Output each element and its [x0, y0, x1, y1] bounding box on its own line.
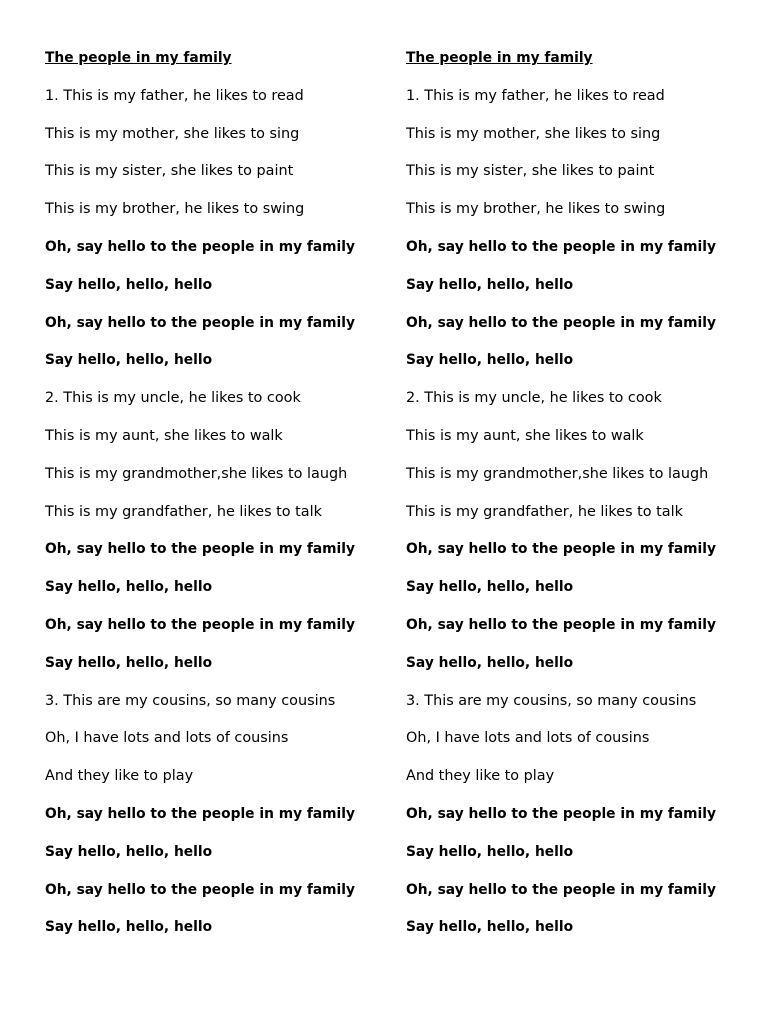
chorus-line: Oh, say hello to the people in my family: [406, 314, 717, 331]
lyric-line: 2. This is my uncle, he likes to cook: [45, 390, 301, 407]
chorus-line: Say hello, hello, hello: [406, 579, 574, 596]
lyric-line: This is my sister, she likes to paint: [45, 163, 294, 180]
chorus-line: Say hello, hello, hello: [45, 919, 213, 936]
chorus-line: Say hello, hello, hello: [406, 276, 574, 293]
lyric-line: This is my brother, he likes to swing: [45, 201, 305, 218]
lyric-line: This is my aunt, she likes to walk: [406, 427, 644, 444]
chorus-line: Say hello, hello, hello: [406, 919, 574, 936]
chorus-line: Say hello, hello, hello: [45, 352, 213, 369]
lyric-line: This is my aunt, she likes to walk: [45, 427, 283, 444]
lyric-line: This is my grandmother,she likes to laugh: [406, 465, 709, 482]
lyric-line: This is my grandfather, he likes to talk: [406, 503, 683, 520]
lyric-line: This is my grandmother,she likes to laugh: [45, 465, 348, 482]
chorus-line: Oh, say hello to the people in my family: [406, 805, 717, 822]
chorus-line: Oh, say hello to the people in my family: [45, 616, 356, 633]
song-lines: [45, 82, 395, 951]
lyric-line: 1. This is my father, he likes to read: [406, 87, 665, 104]
chorus-line: Say hello, hello, hello: [45, 654, 213, 671]
chorus-line: Oh, say hello to the people in my family: [406, 616, 717, 633]
lyric-line: This is my mother, she likes to sing: [406, 125, 661, 142]
chorus-line: Oh, say hello to the people in my family: [45, 541, 356, 558]
chorus-line: Oh, say hello to the people in my family: [406, 881, 717, 898]
chorus-line: Oh, say hello to the people in my family: [406, 238, 717, 255]
lyric-line: And they like to play: [45, 768, 194, 785]
chorus-line: Oh, say hello to the people in my family: [45, 238, 356, 255]
song-column-right: [406, 44, 756, 951]
lyric-line: Oh, I have lots and lots of cousins: [45, 730, 289, 747]
song-title-copy: The people in my family: [406, 50, 593, 66]
lyric-line: This is my grandfather, he likes to talk: [45, 503, 322, 520]
song-title: The people in my family: [45, 50, 232, 66]
chorus-line: Say hello, hello, hello: [45, 843, 213, 860]
chorus-line: Say hello, hello, hello: [45, 579, 213, 596]
lyric-line: 3. This are my cousins, so many cousins: [45, 692, 336, 709]
lyric-line: 2. This is my uncle, he likes to cook: [406, 390, 662, 407]
chorus-line: Oh, say hello to the people in my family: [45, 881, 356, 898]
lyric-line: This is my brother, he likes to swing: [406, 201, 666, 218]
lyric-line: Oh, I have lots and lots of cousins: [406, 730, 650, 747]
lyric-line: 1. This is my father, he likes to read: [45, 87, 304, 104]
chorus-line: Oh, say hello to the people in my family: [45, 314, 356, 331]
chorus-line: Oh, say hello to the people in my family: [406, 541, 717, 558]
chorus-line: Say hello, hello, hello: [406, 654, 574, 671]
chorus-line: Oh, say hello to the people in my family: [45, 805, 356, 822]
song-lines-copy: [406, 82, 756, 951]
chorus-line: Say hello, hello, hello: [406, 843, 574, 860]
lyric-line: This is my mother, she likes to sing: [45, 125, 300, 142]
song-column-left: [45, 44, 395, 951]
lyric-line: And they like to play: [406, 768, 555, 785]
chorus-line: Say hello, hello, hello: [45, 276, 213, 293]
chorus-line: Say hello, hello, hello: [406, 352, 574, 369]
lyric-line: 3. This are my cousins, so many cousins: [406, 692, 697, 709]
lyric-line: This is my sister, she likes to paint: [406, 163, 655, 180]
